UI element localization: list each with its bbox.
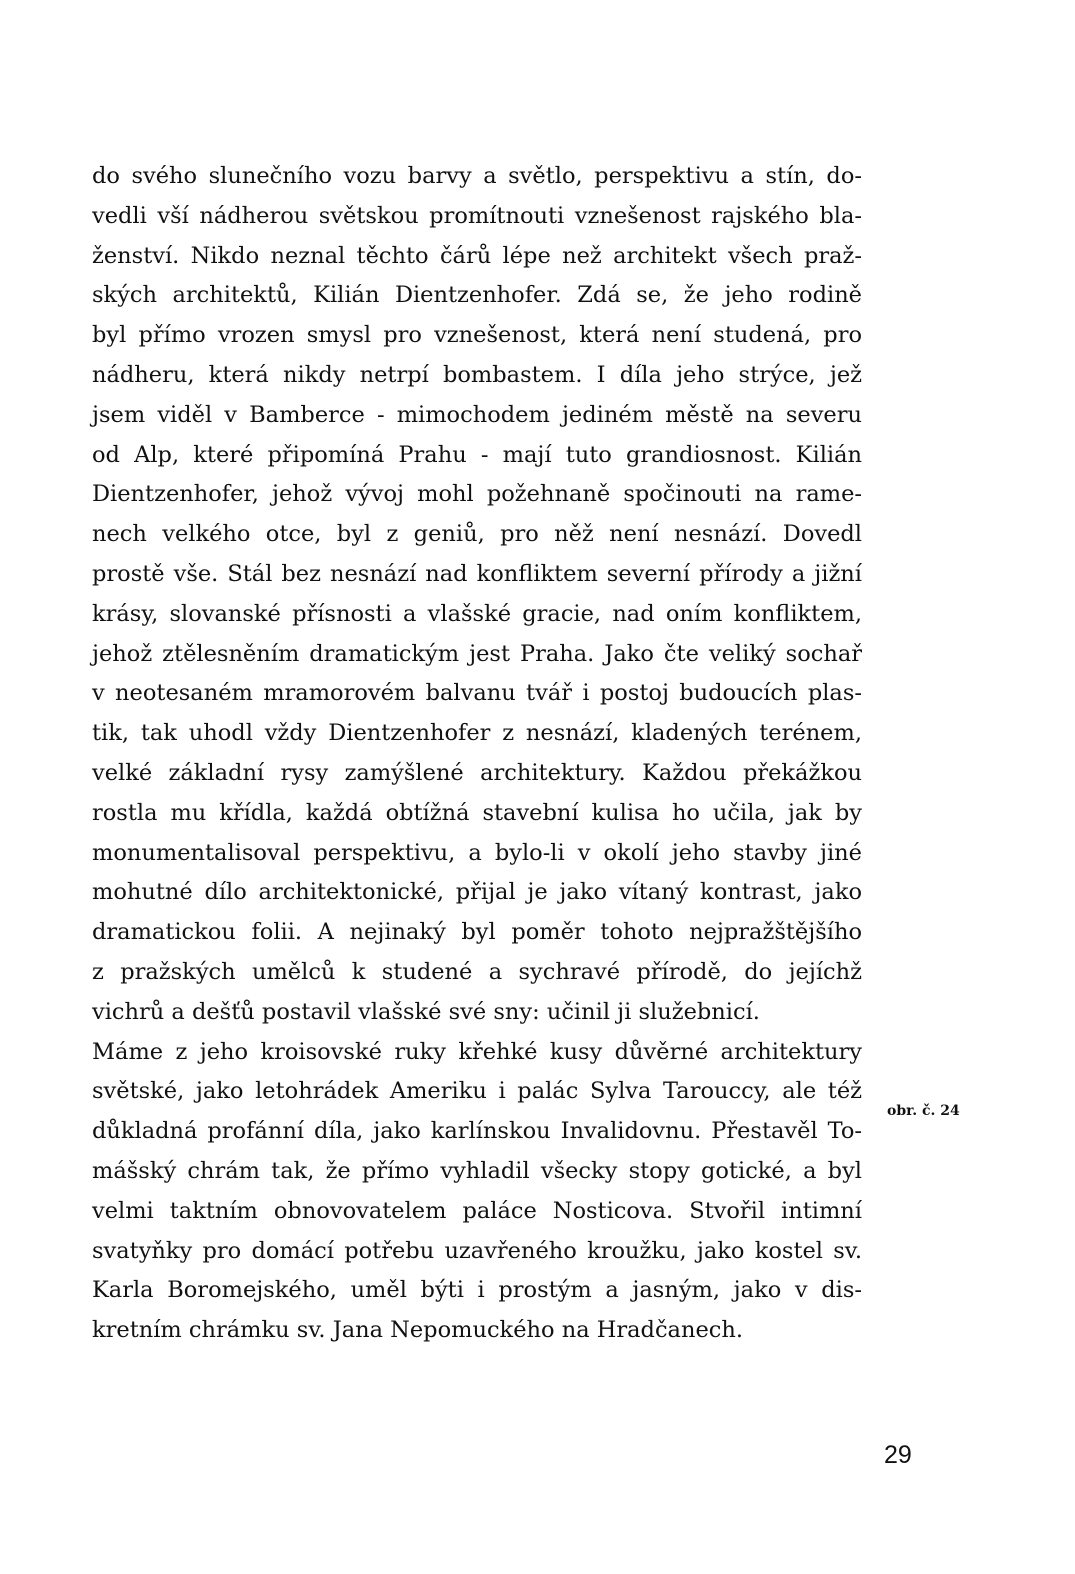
text-line-30: kretním chrámku sv. Jana Nepomuckého na Hradčanech. bbox=[92, 1317, 744, 1344]
text-line-12: krásy, slovanské přísnosti a vlašské gracie, nad oním konfliktem, bbox=[92, 600, 862, 627]
text-line-28: svatyňky pro domácí potřebu uzavřeného kroužku, jako kostel sv. bbox=[92, 1237, 862, 1264]
page-number: 29 bbox=[884, 1441, 912, 1469]
text-line-14: v neotesaném mramorovém balvanu tvář i postoj budoucích plas- bbox=[92, 680, 862, 707]
text-line-6: nádheru, která nikdy netrpí bombastem. I díla jeho strýce, jež bbox=[92, 361, 862, 388]
text-line-22: vichrů a dešťů postavil vlašské své sny: učinil ji služebnicí. bbox=[92, 998, 760, 1025]
text-line-29: Karla Boromejského, uměl býti i prostým a jasným, jako v dis- bbox=[92, 1277, 862, 1304]
text-line-24: světské, jako letohrádek Ameriku i palác Sylva Tarouccy, ale též bbox=[92, 1078, 862, 1105]
text-line-21: z pražských umělců k studené a sychravé přírodě, do jejíchž bbox=[92, 958, 862, 985]
text-line-11: prostě vše. Stál bez nesnází nad konfliktem severní přírody a jižní bbox=[92, 560, 862, 587]
text-line-25: důkladná profánní díla, jako karlínskou Invalidovnu. Přestavěl To- bbox=[92, 1118, 862, 1145]
text-line-2: vedli vší nádherou světskou promítnouti vznešenost rajského bla- bbox=[92, 202, 862, 229]
text-line-26: mášský chrám tak, že přímo vyhladil všecky stopy gotické, a byl bbox=[92, 1157, 862, 1184]
text-line-7: jsem viděl v Bamberce - mimochodem jediném městě na severu bbox=[92, 401, 862, 428]
text-line-3: ženství. Nikdo neznal těchto čárů lépe než architekt všech praž- bbox=[92, 242, 862, 269]
text-line-4: ských architektů, Kilián Dientzenhofer. Zdá se, že jeho rodině bbox=[92, 282, 862, 309]
body-text bbox=[92, 157, 862, 1351]
text-line-19: mohutné dílo architektonické, přijal je jako vítaný kontrast, jako bbox=[92, 879, 862, 906]
text-line-8: od Alp, které připomíná Prahu - mají tuto grandiosnost. Kilián bbox=[92, 441, 862, 468]
text-line-17: rostla mu křídla, každá obtížná stavební kulisa ho učila, jak by bbox=[92, 799, 862, 826]
text-line-27: velmi taktním obnovovatelem paláce Nosticova. Stvořil intimní bbox=[92, 1197, 862, 1224]
text-line-10: nech velkého otce, byl z geniů, pro něž není nesnází. Dovedl bbox=[92, 521, 862, 548]
text-line-15: tik, tak uhodl vždy Dientzenhofer z nesnází, kladených terénem, bbox=[92, 720, 862, 747]
text-line-16: velké základní rysy zamýšlené architektury. Každou překážkou bbox=[92, 759, 862, 786]
text-line-20: dramatickou folii. A nejinaký byl poměr tohoto nejpražštějšího bbox=[92, 919, 862, 946]
text-line-1: do svého slunečního vozu barvy a světlo, perspektivu a stín, do- bbox=[92, 163, 862, 189]
text-line-18: monumentalisoval perspektivu, a bylo-li v okolí jeho stavby jiné bbox=[92, 839, 862, 866]
text-line-23: Máme z jeho kroisovské ruky křehké kusy důvěrné architektury bbox=[92, 1038, 862, 1065]
text-line-9: Dientzenhofer, jehož vývoj mohl požehnaně spočinouti na rame- bbox=[92, 481, 862, 508]
text-line-13: jehož ztělesněním dramatickým jest Praha. Jako čte veliký sochař bbox=[92, 640, 862, 667]
text-line-5: byl přímo vrozen smysl pro vznešenost, která není studená, pro bbox=[92, 322, 862, 349]
figure-reference-note: obr. č. 24 bbox=[887, 1103, 960, 1119]
